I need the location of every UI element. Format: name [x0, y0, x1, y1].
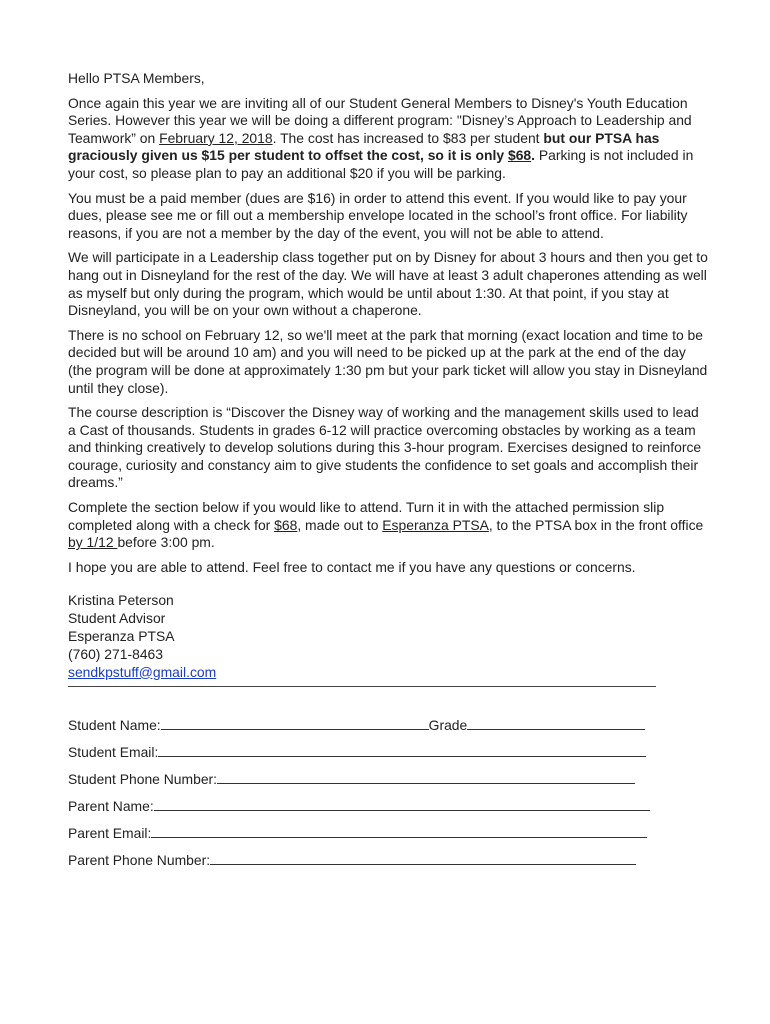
- student-email-label: Student Email:: [68, 743, 159, 760]
- p1-bold-end: .: [531, 147, 536, 164]
- signature-org: Esperanza PTSA: [68, 628, 175, 645]
- paragraph-schedule: We will participate in a Leadership class together put on by Disney for about 3 hours and then you get to hang out in Disneyland for the rest of the day. We will have at least 3 adult chaperones attending as well as myself but only during the program, which would be until about 1:30. At that point, if you stay at Disneyland, you will be on your own without a chaperone.: [68, 249, 708, 319]
- p1-text-b: . The cost has increased to $83 per student: [272, 129, 544, 146]
- paragraph-closing: I hope you are able to attend. Feel free to contact me if you have any questions or concerns.: [68, 558, 636, 575]
- student-name-label: Student Name:: [68, 716, 161, 733]
- student-name-row: [68, 707, 708, 734]
- parent-email-row: [68, 815, 708, 842]
- deadline: by 1/12: [68, 534, 118, 551]
- student-phone-label: Student Phone Number:: [68, 770, 218, 787]
- student-phone-field[interactable]: [217, 769, 635, 784]
- parent-phone-label: Parent Phone Number:: [68, 851, 211, 868]
- paragraph-logistics: There is no school on February 12, so we'll meet at the park that morning (exact location and time to be decided but will be around 10 am) and you will need to be picked up at the park at the end of the day (the program will be done at approximately 1:30 pm but your park ticket will allow you stay in Disneyland until they close).: [68, 326, 708, 396]
- paragraph-instructions: [68, 499, 708, 552]
- paragraph-course-description: The course description is “Discover the Disney way of working and the management skills used to lead a Cast of thousands. Students in grades 6-12 will practice overcoming obstacles by working as a team and thinking creatively to develop solutions during this 3-hour program. Exercises designed to reinforce courage, curiosity and constancy aim to give students the confidence to set goals and accomplish their dreams.”: [68, 404, 702, 491]
- paragraph-program: [68, 95, 708, 183]
- parent-email-label: Parent Email:: [68, 824, 152, 841]
- payee: Esperanza PTSA: [382, 516, 489, 533]
- p1-text-a: Once again this year we are inviting all of our Student General Members to Disney's Youth Education Series. However this year we will be doing a different program: "Disney’s Approach to Leadership and Teamwork” on: [68, 94, 692, 146]
- parent-email-field[interactable]: [151, 823, 647, 838]
- parent-name-label: Parent Name:: [68, 797, 154, 814]
- p6-text-c: , to the PTSA box in the front office: [488, 516, 704, 533]
- signature-block: [68, 592, 708, 681]
- parent-phone-row: [68, 842, 708, 869]
- p1-bold-subsidy: but our PTSA has graciously given us $15 per student to offset the cost, so it is only: [68, 129, 660, 164]
- p6-text-d: before 3:00 pm.: [117, 534, 215, 551]
- grade-label: Grade: [428, 716, 468, 733]
- greeting: Hello PTSA Members,: [68, 70, 205, 86]
- signup-form: [68, 707, 708, 869]
- parent-name-row: [68, 788, 708, 815]
- parent-phone-field[interactable]: [210, 850, 636, 865]
- p1-text-c: Parking is not included in your cost, so please plan to pay an additional $20 if you will be parking.: [68, 147, 694, 181]
- letter-body: [68, 70, 708, 869]
- parent-name-field[interactable]: [154, 796, 650, 811]
- check-amount: $68: [274, 516, 298, 533]
- paragraph-membership: You must be a paid member (dues are $16) in order to attend this event. If you would like to pay your dues, please see me or fill out a membership envelope located in the school’s front office. For liability reasons, if you are not a member by the day of the event, you will not be able to attend.: [68, 189, 688, 241]
- event-date: February 12, 2018: [159, 129, 273, 146]
- student-name-field[interactable]: [161, 715, 429, 730]
- student-price: $68: [507, 147, 532, 164]
- p6-text-b: , made out to: [297, 516, 383, 533]
- student-phone-row: [68, 761, 708, 788]
- signature-email-link[interactable]: sendkpstuff@gmail.com: [68, 663, 217, 680]
- p6-text-a: Complete the section below if you would like to attend. Turn it in with the attached permission slip completed along with a check for: [68, 499, 665, 533]
- student-email-row: [68, 734, 708, 761]
- signature-phone: (760) 271-8463: [68, 645, 163, 662]
- separator-line: [68, 686, 656, 687]
- grade-field[interactable]: [467, 715, 645, 730]
- student-email-field[interactable]: [158, 742, 646, 757]
- signature-title: Student Advisor: [68, 610, 166, 627]
- signature-name: Kristina Peterson: [68, 592, 174, 609]
